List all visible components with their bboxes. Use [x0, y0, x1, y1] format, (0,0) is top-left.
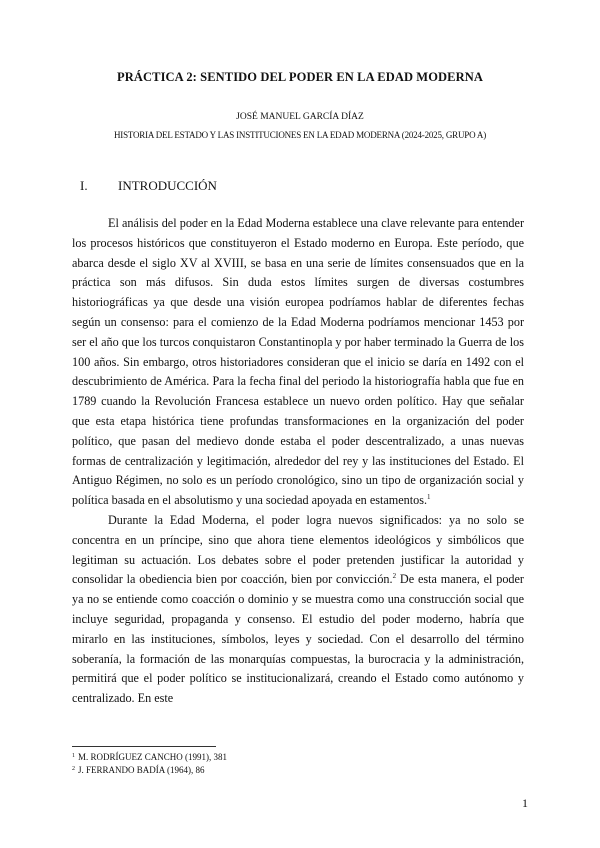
footnotes	[72, 751, 227, 777]
footnote-separator	[72, 746, 216, 747]
footnote-2	[72, 764, 227, 777]
page-number: 1	[522, 796, 528, 810]
section-heading	[80, 178, 217, 194]
paragraph-1-text: El análisis del poder en la Edad Moderna establece una clave relevante para entender los procesos históricos que constituyeron el Estado moderno en Europa. Este período, que abarca desde el siglo XV al XVIII, se basa en una serie de límites consensuados que en la práctica son más difusos. Sin duda estos límites surgen de diversas costumbres historiográficas ya que desde una visión europea podríamos hablar de diferentes fechas según un consenso: para el comienzo de la Edad Moderna podríamos mencionar 1453 por ser el año que los turcos conquistaron Constantinopla y por haber terminado la Guerra de los 100 años. Sin embargo, otros historiadores consideran que el inicio se daría en 1492 con el descubrimiento de América. Para la fecha final del periodo la historiografía habla que fue en 1789 cuando la Revolución Francesa establece un nuevo orden político. Hay que señalar que esta etapa histórica tiene profundas transformaciones en la organización del poder político, que pasan del medievo donde estaba el poder descentralizado, a unas nuevas formas de centralización y legitimación, alrededor del rey y las instituciones del Estado. El Antiguo Régimen, no solo es un período cronológico, sino un tipo de organización social y política basada en el absolutismo y una sociedad apoyada en estamentos.	[72, 216, 524, 508]
footnote-ref-1[interactable]: 1	[427, 493, 431, 502]
paragraph-2-text-a: Durante la Edad Moderna, el poder logra nuevos significados: ya no solo se concentra en un príncipe, sino que ahora tiene elementos ideológicos y simbólicos que legitiman su actuación. Los debates sobre el poder pretenden justificar la autoridad y consolidar la obediencia bien por coacción, bien por convicción.	[72, 512, 524, 587]
section-title: INTRODUCCIÓN	[118, 178, 217, 193]
paragraph-2	[72, 511, 524, 709]
body-text	[72, 214, 524, 709]
course-info: HISTORIA DEL ESTADO Y LAS INSTITUCIONES EN LA EDAD MODERNA (2024-2025, GRUPO A)	[113, 130, 487, 140]
footnote-1	[72, 751, 227, 764]
paragraph-2-text-b: De esta manera, el poder ya no se entiende como coacción o dominio y se muestra como una construcción social que incluye seguridad, propaganda y consenso. El estudio del poder moderno, habría que mirarlo en las instituciones, símbolos, leyes y sociedad. Con el desarrollo del término soberanía, la formación de las monarquías compuestas, la burocracia y la administración, permitirá que el poder político se institucionalizará, creando el Estado como autónomo y centralizado. En este	[72, 572, 524, 706]
document-title: PRÁCTICA 2: SENTIDO DEL PODER EN LA EDAD MODERNA	[117, 70, 483, 84]
footnote-mark: 2	[72, 766, 75, 772]
section-number: I.	[80, 178, 88, 193]
paragraph-1	[72, 214, 524, 511]
footnote-text: J. FERRANDO BADÍA (1964), 86	[78, 765, 205, 775]
footnote-mark: 1	[72, 753, 75, 759]
footnote-text: M. RODRÍGUEZ CANCHO (1991), 381	[78, 752, 227, 762]
footnote-ref-2[interactable]: 2	[392, 572, 397, 581]
author-name: JOSÉ MANUEL GARCÍA DÍAZ	[236, 112, 364, 122]
